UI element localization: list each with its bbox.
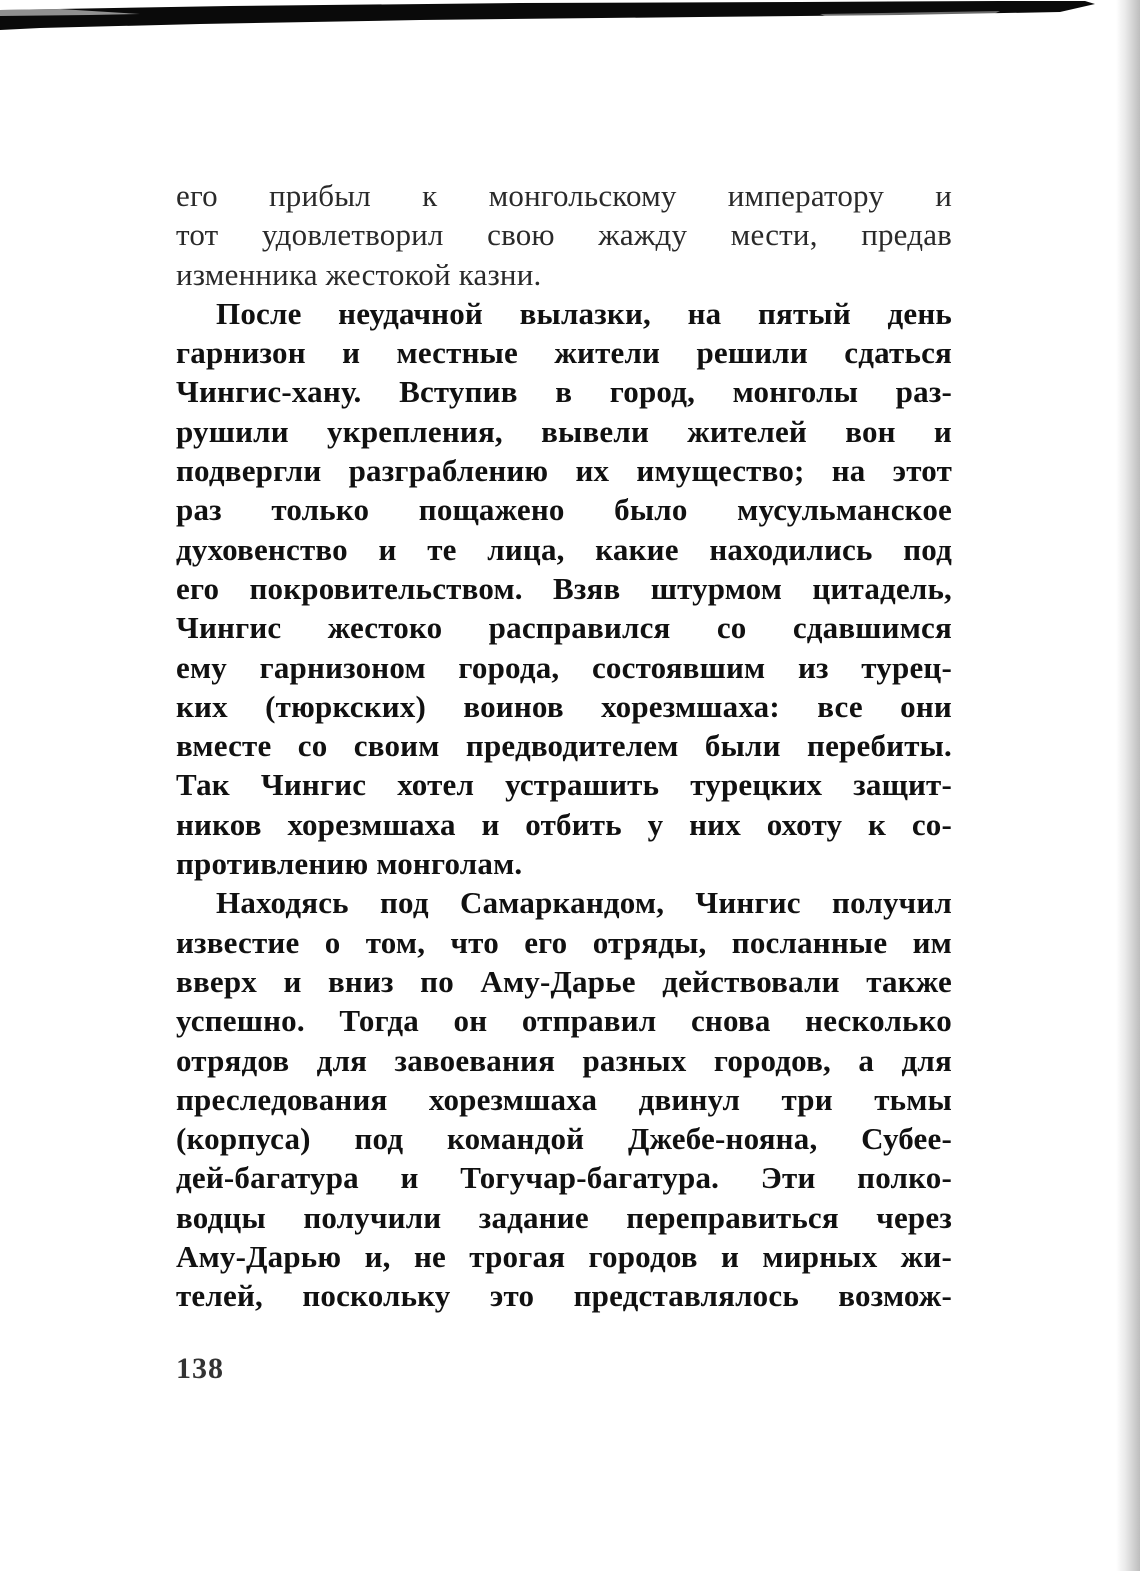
text-line: Аму-Дарью и, не трогая городов и мирных жи-: [176, 1239, 952, 1275]
text-line: вместе со своим предводителем были перебиты.: [176, 728, 952, 764]
text-line: вверх и вниз по Аму-Дарье действовали также: [176, 963, 952, 999]
text-line: рушили укрепления, вывели жителей вон и: [176, 413, 952, 449]
text-line: Так Чингис хотел устрашить турецких защит-: [176, 767, 952, 803]
text-line: преследования хорезмшаха двинул три тьмы: [176, 1081, 952, 1117]
document-body: [176, 176, 952, 1316]
text-line: ников хорезмшаха и отбить у них охоту к со-: [176, 806, 952, 842]
text-line: отрядов для завоевания разных городов, а для: [176, 1042, 952, 1078]
text-line: его покровительством. Взяв штурмом цитадель,: [176, 570, 952, 606]
text-line: ему гарнизоном города, состоявшим из турец-: [176, 649, 952, 685]
text-line: успешно. Тогда он отправил снова несколько: [176, 1003, 952, 1039]
scan-edge-bar: [0, 0, 1100, 30]
text-line: гарнизон и местные жители решили сдаться: [176, 335, 952, 371]
text-line: раз только пощажено было мусульманское: [176, 492, 952, 528]
text-line: (корпуса) под командой Джебе-нояна, Субее-: [176, 1121, 952, 1157]
text-line: тот удовлетворил свою жажду мести, предав: [176, 217, 952, 253]
text-line: Чингис жестоко расправился со сдавшимся: [176, 610, 952, 646]
paragraph-start-line: Находясь под Самаркандом, Чингис получил: [216, 885, 952, 921]
paragraph-start-line: После неудачной вылазки, на пятый день: [216, 295, 952, 331]
scan-edge-shape: [0, 0, 1100, 30]
text-line: его прибыл к монгольскому императору и: [176, 178, 952, 213]
text-line: противлению монголам.: [176, 846, 523, 882]
text-line: известие о том, что его отряды, посланные им: [176, 924, 952, 960]
scan-right-edge: [1116, 0, 1140, 1571]
text-line: изменника жестокой казни.: [176, 256, 542, 292]
text-line: ких (тюркских) воинов хорезмшаха: все они: [176, 688, 952, 724]
text-line: духовенство и те лица, какие находились под: [176, 531, 952, 567]
text-line: телей, поскольку это представлялось возмож-: [176, 1278, 952, 1314]
text-line: подвергли разграблению их имущество; на этот: [176, 453, 952, 489]
text-line: водцы получили задание переправиться через: [176, 1199, 952, 1235]
page-number: 138: [176, 1352, 224, 1385]
text-line: Чингис-хану. Вступив в город, монголы раз-: [176, 374, 952, 410]
text-line: дей-багатура и Тогучар-багатура. Эти полко-: [176, 1160, 952, 1196]
